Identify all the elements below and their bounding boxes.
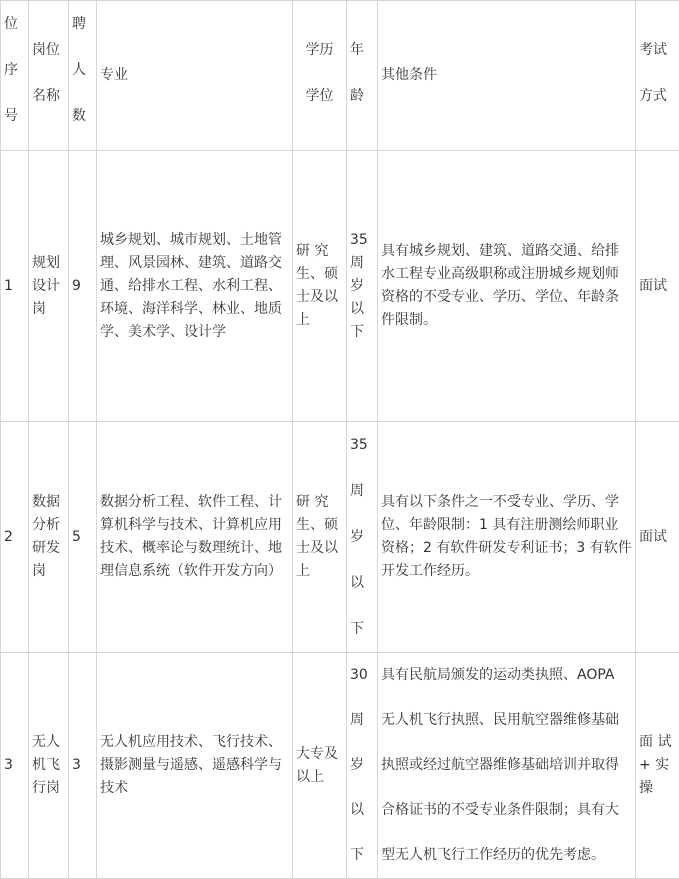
row-age: 35 周 岁 以 下 bbox=[347, 151, 378, 422]
row-other-conditions: 具有民航局颁发的运动类执照、AOPA 无人机飞行执照、民用航空器维修基础执照或经过航空器维修基础培训并取得合格证书的不受专业条件限制；具有大型无人机飞行工作经历的优先考虑。 bbox=[378, 653, 636, 879]
header-major: 专业 bbox=[97, 1, 293, 151]
row-other-conditions: 具有城乡规划、建筑、道路交通、给排水工程专业高级职称或注册城乡规划师资格的不受专业、学历、学位、年龄条件限制。 bbox=[378, 151, 636, 422]
table-row bbox=[1, 151, 679, 422]
row-hire-count: 3 bbox=[69, 653, 97, 879]
row-position-number: 1 bbox=[1, 151, 29, 422]
row-position-name: 规划 设计 岗 bbox=[29, 151, 69, 422]
header-degree: 学历 学位 bbox=[293, 1, 347, 151]
header-position-name: 岗位 名称 bbox=[29, 1, 69, 151]
header-other-conditions: 其他条件 bbox=[378, 1, 636, 151]
row-major: 数据分析工程、软件工程、计算机科学与技术、计算机应用技术、概率论与数理统计、地理信息系统（软件开发方向） bbox=[97, 422, 293, 653]
table-row bbox=[1, 422, 679, 653]
row-position-name: 无人 机飞 行岗 bbox=[29, 653, 69, 879]
row-exam-method: 面试 bbox=[636, 422, 679, 653]
row-degree: 研 究 生、硕 士及以 上 bbox=[293, 422, 347, 653]
row-position-number: 3 bbox=[1, 653, 29, 879]
header-row bbox=[1, 1, 679, 151]
header-position-number: 位 序 号 bbox=[1, 1, 29, 151]
header-hire-count: 聘 人 数 bbox=[69, 1, 97, 151]
row-age: 35 周 岁 以 下 bbox=[347, 422, 378, 653]
row-hire-count: 9 bbox=[69, 151, 97, 422]
row-position-number: 2 bbox=[1, 422, 29, 653]
table-row bbox=[1, 653, 679, 879]
row-position-name: 数据 分析 研发 岗 bbox=[29, 422, 69, 653]
row-age: 30 周 岁 以 下 bbox=[347, 653, 378, 879]
row-hire-count: 5 bbox=[69, 422, 97, 653]
header-age: 年 龄 bbox=[347, 1, 378, 151]
row-major: 无人机应用技术、飞行技术、摄影测量与遥感、遥感科学与技术 bbox=[97, 653, 293, 879]
header-exam-method: 考试 方式 bbox=[636, 1, 679, 151]
row-degree: 研 究 生、硕 士及以 上 bbox=[293, 151, 347, 422]
row-exam-method: 面 试 + 实 操 bbox=[636, 653, 679, 879]
row-major: 城乡规划、城市规划、土地管理、风景园林、建筑、道路交通、给排水工程、水利工程、环境、海洋科学、林业、地质学、美术学、设计学 bbox=[97, 151, 293, 422]
row-other-conditions: 具有以下条件之一不受专业、学历、学位、年龄限制：1 具有注册测绘师职业资格；2 有软件研发专利证书；3 有软件开发工作经历。 bbox=[378, 422, 636, 653]
row-degree: 大专及 以上 bbox=[293, 653, 347, 879]
row-exam-method: 面试 bbox=[636, 151, 679, 422]
